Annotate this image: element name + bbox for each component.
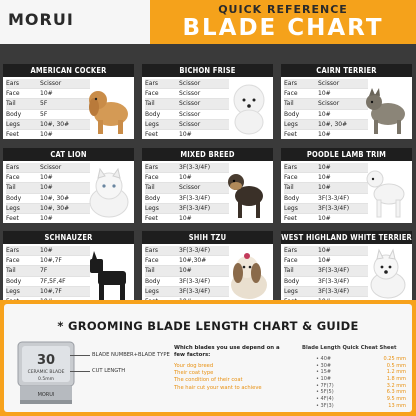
part-label: Tail bbox=[284, 267, 294, 275]
part-label: Ears bbox=[284, 247, 298, 254]
blade-value: Scissor bbox=[318, 80, 340, 87]
blade-row bbox=[6, 183, 90, 193]
breed-title: BICHON FRISE bbox=[142, 64, 273, 77]
factor-item: Your dog breed bbox=[174, 363, 214, 369]
part-label: Ears bbox=[145, 164, 159, 171]
blade-row bbox=[145, 130, 229, 139]
factors-list bbox=[174, 363, 294, 392]
breed-card bbox=[281, 231, 412, 306]
blade-row bbox=[145, 214, 229, 223]
callout-cut-length: CUT LENGTH bbox=[92, 368, 126, 374]
blade-value: 3F(3-3/4F) bbox=[179, 287, 211, 295]
blade-value: 10# bbox=[318, 247, 331, 254]
part-label: Legs bbox=[6, 204, 20, 212]
part-label: Legs bbox=[145, 204, 159, 212]
guide-section bbox=[0, 300, 416, 416]
part-label: Body bbox=[6, 194, 22, 202]
breed-card bbox=[3, 231, 134, 306]
poodle-photo bbox=[364, 164, 410, 221]
part-label: Tail bbox=[145, 100, 155, 108]
blade-value: 10#,30# bbox=[179, 257, 207, 265]
part-label: Body bbox=[145, 277, 161, 285]
blade-row bbox=[6, 99, 90, 109]
blade-row bbox=[145, 183, 229, 193]
blade-value: 10# bbox=[40, 174, 53, 182]
blade-value: 10# bbox=[40, 247, 53, 254]
blade-row bbox=[145, 194, 229, 204]
blade-value: Scissor bbox=[179, 100, 201, 108]
brand-logo bbox=[8, 10, 74, 29]
blade-value: 10# bbox=[318, 257, 331, 265]
blade-value: 5F bbox=[40, 110, 48, 118]
bichon-photo bbox=[225, 80, 271, 137]
breed-card bbox=[281, 148, 412, 223]
schnauzer-photo bbox=[86, 247, 132, 304]
blade-row bbox=[145, 163, 229, 173]
cheat-sheet-title: Blade Length Quick Cheat Sheet bbox=[302, 345, 397, 351]
blade-size: 40# bbox=[320, 356, 332, 362]
blade-rows bbox=[6, 79, 90, 139]
blade-value: 10#,7F bbox=[40, 257, 62, 265]
blade-value: 10# bbox=[179, 174, 192, 182]
blade-value: 10# bbox=[40, 90, 53, 98]
clipper-blade-photo bbox=[16, 340, 76, 408]
breed-card bbox=[142, 148, 273, 223]
blade-value: 10# bbox=[40, 214, 53, 222]
part-label: Body bbox=[284, 194, 300, 202]
blade-row bbox=[6, 256, 90, 266]
blade-size: 5F(5) bbox=[320, 389, 334, 396]
part-label: Body bbox=[145, 194, 161, 202]
blade-row bbox=[6, 120, 90, 130]
blade-value: 10# bbox=[318, 184, 331, 192]
blade-value: 10#, 30# bbox=[40, 194, 70, 202]
part-label: Body bbox=[145, 110, 161, 118]
part-label: Face bbox=[284, 90, 298, 98]
blade-length: 6.3 mm bbox=[386, 389, 406, 396]
factor-item: The condition of their coat bbox=[174, 377, 243, 384]
blade-length: 1.2 mm bbox=[386, 369, 406, 376]
blade-row bbox=[145, 246, 229, 256]
blade-row bbox=[284, 277, 368, 287]
blade-value: 3F(3-3/4F) bbox=[318, 267, 350, 275]
blade-size: 3F(3) bbox=[320, 402, 334, 409]
blade-row bbox=[284, 89, 368, 99]
part-label: Face bbox=[145, 90, 159, 98]
persian-cat-photo bbox=[86, 164, 132, 221]
blade-size: 4F(4) bbox=[320, 396, 334, 403]
blade-length: 3.2 mm bbox=[386, 382, 406, 389]
part-label: Tail bbox=[6, 100, 16, 108]
breed-card bbox=[3, 148, 134, 223]
breed-title: WEST HIGHLAND WHITE TERRIER bbox=[281, 233, 412, 242]
part-label: Tail bbox=[145, 184, 155, 192]
blade-row bbox=[6, 163, 90, 173]
breed-title: SCHNAUZER bbox=[3, 231, 134, 244]
blade-value: 3F(3-3/4F) bbox=[179, 247, 211, 254]
blade-row bbox=[6, 277, 90, 287]
cheat-sheet-row: • 5F(5) 6.3 mm bbox=[316, 389, 406, 396]
breed-grid bbox=[0, 44, 416, 295]
part-label: Feet bbox=[284, 130, 297, 138]
factor-item: Their coat type bbox=[174, 370, 214, 377]
cheat-sheet-row: • 3F(3) 13 mm bbox=[316, 402, 406, 409]
part-label: Face bbox=[284, 174, 298, 182]
blade-value: 10#,7F bbox=[40, 287, 62, 295]
blade-value: 10# bbox=[318, 214, 331, 222]
breed-title: SHIH TZU bbox=[142, 231, 273, 244]
cheat-sheet-row: • 7F(7) 3.2 mm bbox=[316, 382, 406, 389]
part-label: Tail bbox=[6, 267, 16, 275]
blade-value: 10# bbox=[179, 214, 192, 222]
part-label: Legs bbox=[284, 120, 298, 128]
blade-rows bbox=[145, 79, 229, 139]
part-label: Body bbox=[284, 110, 300, 118]
cheat-sheet-row: • 4F(4) 9.5 mm bbox=[316, 396, 406, 403]
cairn-terrier-photo bbox=[364, 80, 410, 137]
blade-brand: MORUI bbox=[37, 392, 55, 398]
blade-row bbox=[284, 287, 368, 297]
blade-row bbox=[284, 173, 368, 183]
blade-row bbox=[6, 110, 90, 120]
breed-title: MIXED BREED bbox=[142, 148, 273, 161]
blade-value: 10#, 30# bbox=[40, 120, 70, 128]
blade-row bbox=[145, 89, 229, 99]
blade-row bbox=[6, 266, 90, 276]
blade-row bbox=[284, 194, 368, 204]
cheat-sheet-row: • 15# 1.2 mm bbox=[316, 369, 406, 376]
blade-rows bbox=[284, 246, 368, 306]
part-label: Feet bbox=[6, 214, 19, 222]
blade-value: 10#, 30# bbox=[318, 120, 348, 128]
blade-size: 15# bbox=[320, 369, 332, 376]
part-label: Face bbox=[6, 90, 20, 98]
part-label: Ears bbox=[145, 80, 159, 87]
blade-value: 3F(3-3/4F) bbox=[318, 287, 350, 295]
part-label: Face bbox=[284, 257, 298, 265]
blade-row bbox=[284, 256, 368, 266]
breed-title: POODLE LAMB TRIM bbox=[281, 148, 412, 161]
blade-value: 10# bbox=[318, 130, 331, 138]
part-label: Body bbox=[284, 277, 300, 285]
blade-value: 10# bbox=[318, 164, 331, 171]
blade-size: 7F(7) bbox=[320, 382, 334, 389]
blade-value: Scissor bbox=[40, 164, 62, 171]
blade-value: Scissor bbox=[40, 80, 62, 87]
part-label: Tail bbox=[145, 267, 155, 275]
callout-line bbox=[70, 371, 90, 372]
blade-value: 10# bbox=[318, 90, 331, 98]
part-label: Tail bbox=[6, 184, 16, 192]
blade-row bbox=[284, 99, 368, 109]
callout-blade-number: BLADE NUMBER+BLADE TYPE bbox=[92, 352, 170, 358]
blade-row bbox=[284, 204, 368, 214]
blade-cut-length: 0.5mm bbox=[38, 377, 54, 382]
blade-row bbox=[145, 110, 229, 120]
blade-value: 3F(3-3/4F) bbox=[179, 194, 211, 202]
blade-row bbox=[6, 204, 90, 214]
blade-row bbox=[6, 246, 90, 256]
breed-title: CAIRN TERRIER bbox=[281, 64, 412, 77]
breed-title: CAT LION bbox=[3, 148, 134, 161]
blade-row bbox=[284, 183, 368, 193]
blade-size: 30# bbox=[320, 362, 332, 369]
part-label: Ears bbox=[284, 80, 298, 87]
callout-line bbox=[70, 355, 90, 356]
blade-row bbox=[145, 204, 229, 214]
blade-rows bbox=[284, 163, 368, 223]
blade-rows bbox=[6, 246, 90, 306]
part-label: Feet bbox=[6, 130, 19, 138]
blade-size: 10# bbox=[320, 376, 332, 383]
guide-title: * GROOMING BLADE LENGTH CHART & GUIDE bbox=[57, 319, 359, 333]
blade-row bbox=[145, 277, 229, 287]
breed-card bbox=[281, 64, 412, 139]
blade-value: 3F(3-3/4F) bbox=[179, 164, 211, 171]
part-label: Body bbox=[6, 277, 22, 285]
part-label: Face bbox=[145, 174, 159, 182]
shih-tzu-photo bbox=[225, 247, 271, 304]
part-label: Face bbox=[6, 257, 20, 265]
blade-row bbox=[284, 214, 368, 223]
blade-value: 7F,5F,4F bbox=[40, 277, 66, 285]
blade-row bbox=[284, 120, 368, 130]
blade-length: 0.5 mm bbox=[386, 362, 406, 369]
breed-card bbox=[3, 64, 134, 139]
part-label: Face bbox=[145, 257, 159, 265]
blade-value: 10# bbox=[318, 110, 331, 118]
part-label: Tail bbox=[284, 100, 294, 108]
blade-length: 9.5 mm bbox=[386, 396, 406, 403]
header bbox=[0, 0, 416, 44]
part-label: Tail bbox=[284, 184, 294, 192]
breed-card bbox=[142, 231, 273, 306]
blade-value: 10# bbox=[40, 130, 53, 138]
banner-subtitle: QUICK REFERENCE bbox=[218, 3, 348, 16]
cheat-sheet-row: • 40# 0.25 mm bbox=[316, 356, 406, 362]
westie-photo bbox=[364, 247, 410, 304]
blade-value: 7F bbox=[40, 267, 48, 275]
blade-value: 3F(3-3/4F) bbox=[318, 204, 350, 212]
blade-type: CERAMIC BLADE bbox=[27, 370, 65, 375]
blade-value: 10# bbox=[40, 184, 53, 192]
blade-row bbox=[6, 79, 90, 89]
part-label: Ears bbox=[284, 164, 298, 171]
cheat-sheet-row: • 30# 0.5 mm bbox=[316, 362, 406, 369]
blade-value: 3F(3-3/4F) bbox=[318, 277, 350, 285]
part-label: Feet bbox=[145, 130, 158, 138]
blade-row bbox=[284, 110, 368, 120]
blade-row bbox=[145, 287, 229, 297]
blade-row bbox=[6, 194, 90, 204]
part-label: Feet bbox=[145, 214, 158, 222]
blade-value: Scissor bbox=[179, 120, 201, 128]
factor-item: The hair cut your want to achieve bbox=[174, 384, 262, 391]
part-label: Ears bbox=[6, 164, 20, 171]
blade-value: Scissor bbox=[318, 100, 340, 108]
breed-title: AMERICAN COCKER bbox=[3, 64, 134, 77]
blade-row bbox=[145, 79, 229, 89]
blade-row bbox=[284, 266, 368, 276]
blade-rows bbox=[145, 246, 229, 306]
cheat-sheet-list bbox=[316, 356, 406, 410]
blade-row bbox=[6, 173, 90, 183]
blade-value: 5F bbox=[40, 100, 48, 108]
blade-row bbox=[6, 89, 90, 99]
guide-panel bbox=[4, 304, 412, 412]
blade-value: 3F(3-3/4F) bbox=[318, 194, 350, 202]
blade-length: 0.25 mm bbox=[383, 356, 406, 362]
title-banner bbox=[150, 0, 416, 44]
blade-value: 10# bbox=[179, 267, 192, 275]
blade-row bbox=[6, 287, 90, 297]
logo-text: MORUI bbox=[8, 10, 74, 29]
part-label: Legs bbox=[6, 120, 20, 128]
part-label: Legs bbox=[6, 287, 20, 295]
blade-row bbox=[6, 130, 90, 139]
blade-rows bbox=[6, 163, 90, 223]
blade-rows bbox=[145, 163, 229, 223]
blade-row bbox=[284, 163, 368, 173]
part-label: Feet bbox=[284, 214, 297, 222]
part-label: Ears bbox=[145, 247, 159, 254]
part-label: Ears bbox=[6, 247, 20, 254]
part-label: Legs bbox=[145, 120, 159, 128]
mixed-breed-photo bbox=[225, 164, 271, 221]
blade-value: 3F(3-3/4F) bbox=[179, 277, 211, 285]
blade-rows bbox=[284, 79, 368, 139]
part-label: Body bbox=[6, 110, 22, 118]
blade-row bbox=[145, 173, 229, 183]
part-label: Legs bbox=[284, 287, 298, 295]
blade-row bbox=[145, 120, 229, 130]
part-label: Face bbox=[6, 174, 20, 182]
blade-value: Scissor bbox=[179, 184, 201, 192]
cocker-spaniel-photo bbox=[86, 80, 132, 137]
blade-value: Scissor bbox=[179, 80, 201, 87]
part-label: Ears bbox=[6, 80, 20, 87]
blade-row bbox=[284, 130, 368, 139]
factors-heading: Which blades you use depend on a few factors: bbox=[174, 345, 280, 358]
part-label: Legs bbox=[145, 287, 159, 295]
page-title: BLADE CHART bbox=[182, 15, 384, 41]
blade-row bbox=[145, 266, 229, 276]
blade-row bbox=[6, 214, 90, 223]
blade-length: 13 mm bbox=[388, 402, 406, 409]
blade-row bbox=[284, 246, 368, 256]
blade-value: Scissor bbox=[179, 110, 201, 118]
part-label: Legs bbox=[284, 204, 298, 212]
blade-value: 3F(3-3/4F) bbox=[179, 204, 211, 212]
blade-length: 1.8 mm bbox=[386, 376, 406, 383]
blade-value: 10#, 30# bbox=[40, 204, 70, 212]
blade-number: 30 bbox=[36, 353, 56, 368]
cheat-sheet-row: • 10# 1.8 mm bbox=[316, 376, 406, 383]
blade-row bbox=[145, 256, 229, 266]
breed-card bbox=[142, 64, 273, 139]
blade-value: 10# bbox=[179, 130, 192, 138]
blade-value: 10# bbox=[318, 174, 331, 182]
blade-row bbox=[284, 79, 368, 89]
blade-value: Scissor bbox=[179, 90, 201, 98]
blade-row bbox=[145, 99, 229, 109]
